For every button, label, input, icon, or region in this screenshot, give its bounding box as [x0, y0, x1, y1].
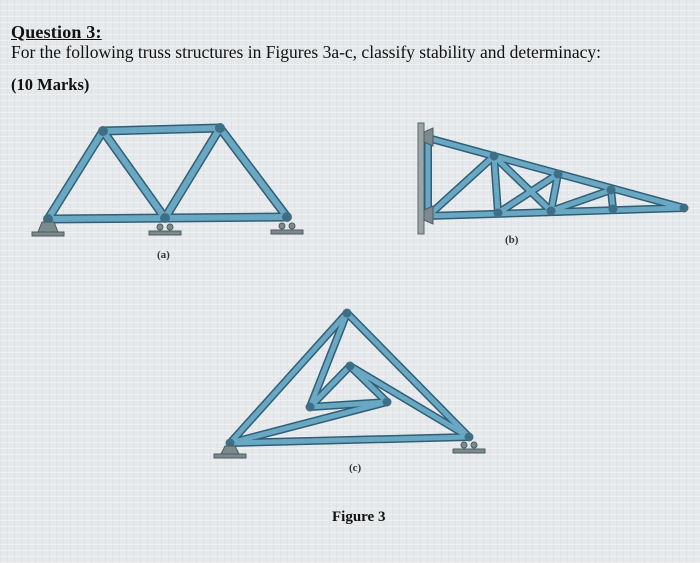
support-c-left	[214, 446, 246, 458]
support-c-right	[453, 442, 485, 453]
wall-b	[418, 123, 424, 234]
figure-c-label: (c)	[349, 462, 362, 474]
truss-b	[418, 123, 689, 234]
support-a-left	[32, 222, 64, 236]
support-a-right	[271, 223, 303, 234]
figure-b-label: (b)	[505, 234, 519, 246]
support-a-middle	[149, 224, 181, 235]
question-text: For the following truss structures in Figures 3a-c, classify stability and determinacy:	[11, 42, 602, 62]
figure-a-label: (a)	[157, 249, 170, 261]
truss-c	[214, 309, 485, 459]
question-title: Question 3:	[11, 22, 102, 42]
truss-a	[32, 123, 303, 236]
figure-caption: Figure 3	[332, 509, 386, 525]
question-marks: (10 Marks)	[11, 75, 90, 94]
